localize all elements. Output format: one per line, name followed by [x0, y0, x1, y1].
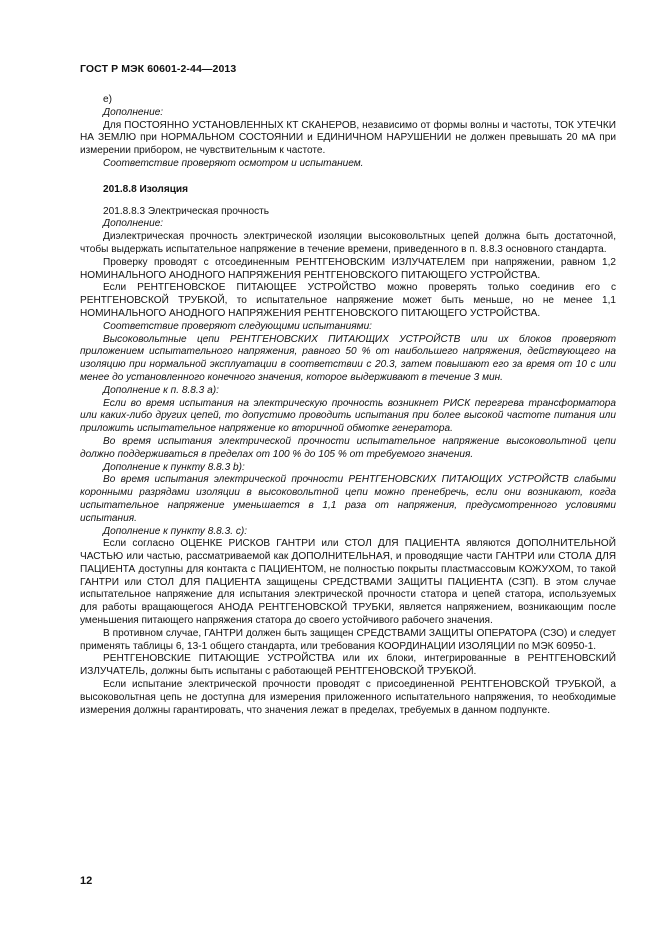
list-marker: e): [103, 94, 112, 105]
test-paragraph: Во время испытания электрической прочности РЕНТГЕНОВСКИХ ПИТАЮЩИХ УСТРОЙСТВ слабыми коронными разрядами изоляции в высоковольтной цепи можно пренебречь, если они возникают, когда испытательное напряжение уменьшается в 1,1 раза от напряжения, предусмотренного условиями испытания.: [80, 474, 616, 524]
paragraph: Проверку проводят с отсоединенным РЕНТГЕНОВСКИМ ИЗЛУЧАТЕЛЕМ при напряжении, равном 1,2 НОМИНАЛЬНОГО АНОДНОГО НАПРЯЖЕНИЯ РЕНТГЕНОВСКОГО ПИТАЮЩЕГО УСТРОЙСТВА.: [80, 256, 616, 281]
subsection-title: 201.8.8.3 Электрическая прочность: [103, 205, 270, 217]
addendum-label: Дополнение к пункту 8.8.3 b):: [103, 461, 245, 473]
paragraph: Если испытание электрической прочности проводят с присоединенной РЕНТГЕНОВСКОЙ ТРУБКОЙ, а высоковольтная цепь не доступна для измерения приложенного испытательного напряжения, то необходимые измерения должны гарантировать, что значения лежат в пределах, требуемых в данном подпункте.: [80, 679, 616, 716]
test-paragraph: Если во время испытания на электрическую прочность возникнет РИСК перегрева трансформатора или каких-либо других цепей, то допустимо проводить испытания при более высокой частоте питания или приложить испытательное напряжение ко вторичной обмотке генератора.: [80, 397, 616, 435]
paragraph: В противном случае, ГАНТРИ должен быть защищен СРЕДСТВАМИ ЗАЩИТЫ ОПЕРАТОРА (СЗО) и следует применять таблицы 6, 13-1 общего стандарта, или требования КООРДИНАЦИИ ИЗОЛЯЦИИ по МЭК 60950-1.: [80, 627, 616, 652]
paragraph: РЕНТГЕНОВСКИЕ ПИТАЮЩИЕ УСТРОЙСТВА или их блоки, интегрированные в РЕНТГЕНОВСКИЙ ИЗЛУЧАТЕЛЬ, должны быть испытаны с работающей РЕНТГЕНОВСКОЙ ТРУБКОЙ.: [80, 653, 616, 678]
section-heading: 201.8.8 Изоляция: [103, 183, 189, 195]
paragraph: Диэлектрическая прочность электрической изоляции высоковольтных цепей должна быть достаточной, чтобы выдержать испытательное напряжение в течение времени, приведенного в п. 8.8.3 основного стандарта.: [80, 231, 616, 255]
document-body: [80, 94, 616, 717]
paragraph: Для ПОСТОЯННО УСТАНОВЛЕННЫХ КТ СКАНЕРОВ, независимо от формы волны и частоты, ТОК УТЕЧКИ НА ЗЕМЛЮ при НОРМАЛЬНОМ СОСТОЯНИИ и ЕДИНИЧНОМ НАРУШЕНИИ не должен превышать 20 мА при измерении прибором, не чувствительным к частоте.: [80, 119, 616, 157]
compliance-note: Соответствие проверяют следующими испытаниями:: [103, 320, 372, 332]
paragraph: Если РЕНТГЕНОВСКОЕ ПИТАЮЩЕЕ УСТРОЙСТВО можно проверять только соединив его с РЕНТГЕНОВСКОЙ ТРУБКОЙ, то испытательное напряжение может быть меньше, но не менее 1,1 НОМИНАЛЬНОГО АНОДНОГО НАПРЯЖЕНИЯ РЕНТГЕНОВСКОГО ПИТАЮЩЕГО УСТРОЙСТВА.: [80, 282, 616, 319]
document-header: ГОСТ Р МЭК 60601-2-44—2013: [80, 63, 237, 75]
compliance-note: Соответствие проверяют осмотром и испытанием.: [103, 157, 364, 169]
page-number: 12: [80, 875, 93, 887]
test-paragraph: Высоковольтные цепи РЕНТГЕНОВСКИХ ПИТАЮЩИХ УСТРОЙСТВ или их блоков проверяют приложением испытательного напряжения, равного 50 % от наибольшего напряжения, действующего на изоляцию при нормальной эксплуатации в соответствии с 20.3, затем повышают его за время от 10 с или менее до установленного конечного значения, которое выдерживают в течение 3 мин.: [80, 333, 616, 383]
addendum-label: Дополнение:: [103, 218, 164, 230]
addendum-label: Дополнение:: [103, 106, 164, 118]
paragraph: Если согласно ОЦЕНКЕ РИСКОВ ГАНТРИ или СТОЛ ДЛЯ ПАЦИЕНТА являются ДОПОЛНИТЕЛЬНОЙ ЧАСТЬЮ или частью, рассматриваемой как ДОПОЛНИТЕЛЬНАЯ, и проводящие части ГАНТРИ или СТОЛА ДЛЯ ПАЦИЕНТА доступны для контакта с ПАЦИЕНТОМ, не полностью покрыты пластмассовым КОЖУХОМ, то такой ГАНТРИ или СТОЛ ДЛЯ ПАЦИЕНТА защищены СРЕДСТВАМИ ЗАЩИТЫ ПАЦИЕНТА (СЗП). В этом случае испытательное напряжение для испытания электрической прочности статора и цепей статора, используемых для работы вращающегося АНОДА РЕНТГЕНОВСКОЙ ТРУБКИ, является напряжением, возникающим после уменьшения питающего напряжения статора до своего устойчивого рабочего значения.: [80, 538, 616, 627]
test-paragraph: Во время испытания электрической прочности испытательное напряжение высоковольтной цепи должно поддерживаться в пределах от 100 % до 105 % от требуемого значения.: [80, 435, 616, 460]
addendum-label: Дополнение к пункту 8.8.3. с):: [103, 525, 248, 537]
addendum-label: Дополнение к п. 8.8.3 а):: [103, 384, 219, 396]
